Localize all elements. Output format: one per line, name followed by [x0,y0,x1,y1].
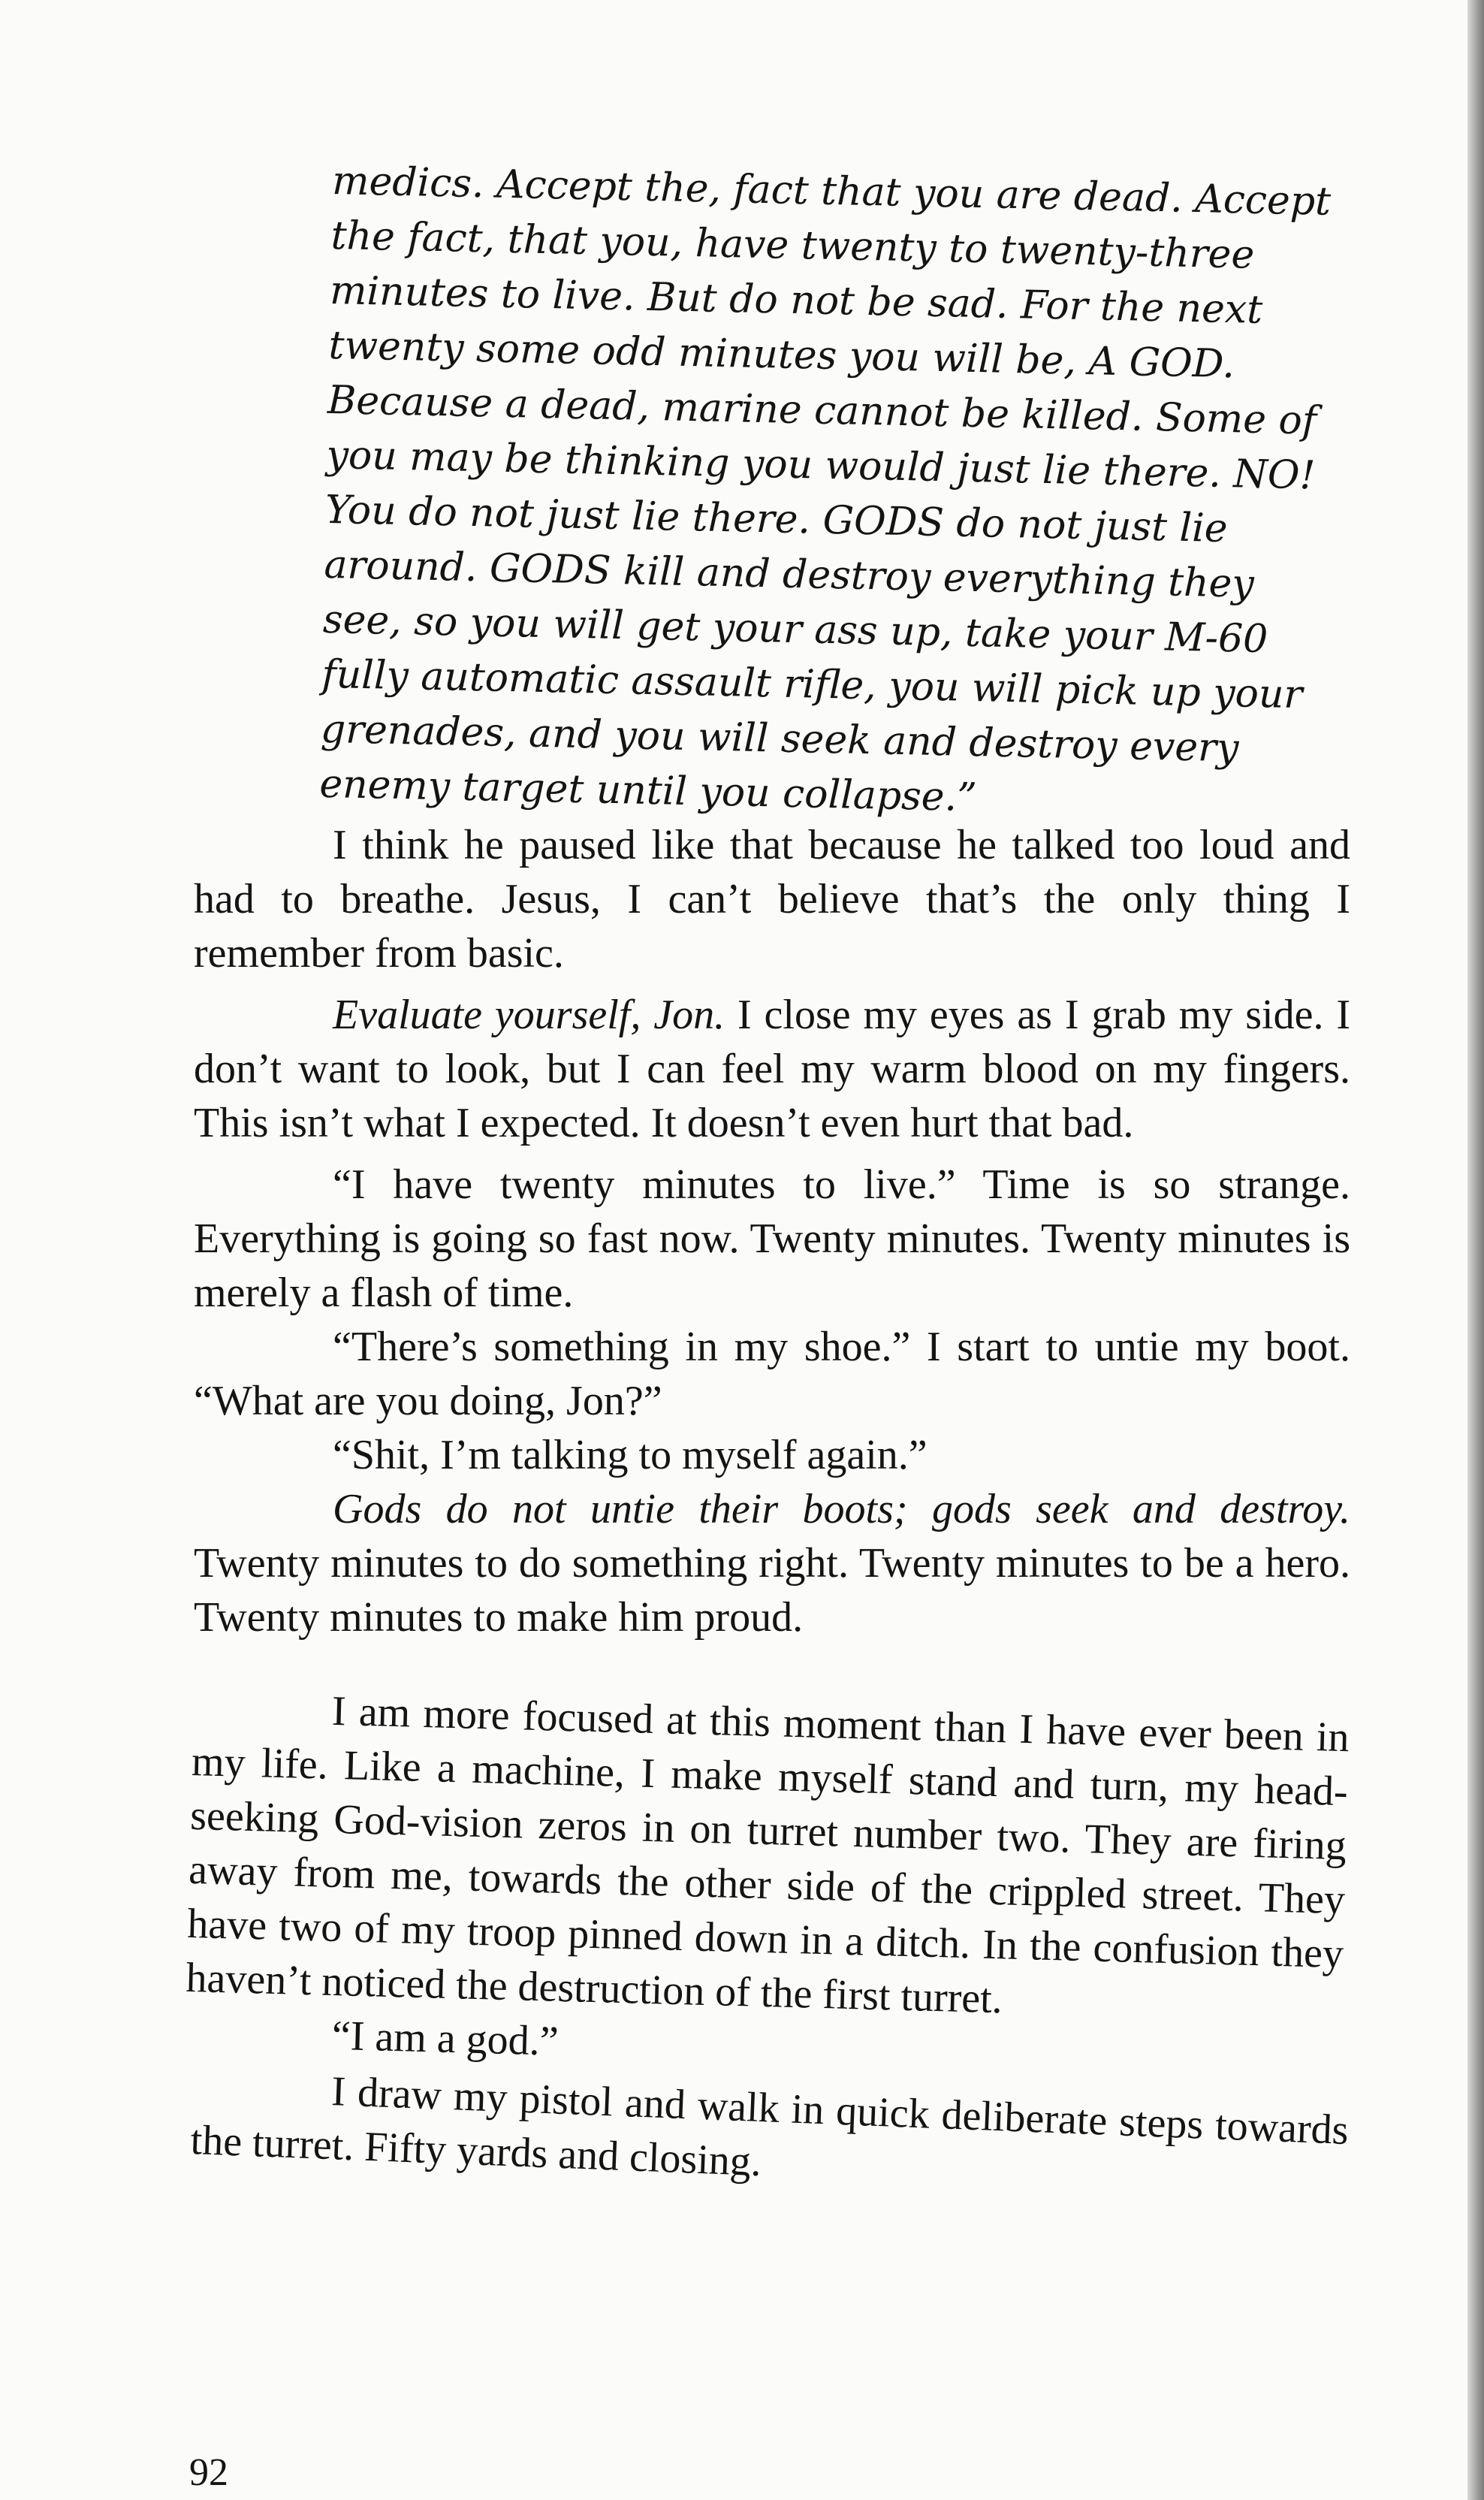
page-edge-shadow [1467,0,1484,2500]
paragraph-gods [194,1482,1350,1644]
page-number: 92 [189,2451,228,2494]
paragraph-evaluate-text: I close my eyes as I grab my side. I don’t want to look, but I can feel my warm blood on my fingers. This isn’t what I expected. It doesn’t even hurt that bad. [194,992,1350,1146]
paragraph-talking: “Shit, I’m talking to myself again.” [333,1432,928,1478]
paragraph-pistol: I draw my pistol and walk in quick deliberate steps towards the turret. Fifty yards and closing. [189,2068,1350,2186]
paragraph-shoe: “There’s something in my shoe.” I start to untie my boot. “What are you doing, Jon?” [194,1324,1350,1424]
paragraph-evaluate-italic: Evaluate yourself, Jon. [333,992,725,1038]
page-text [185,154,1350,2186]
paragraph-twenty-minutes: “I have twenty minutes to live.” Time is so strange. Everything is going so fast now. Twenty minutes. Twenty minutes is merely a flash of time. [194,1161,1350,1316]
paragraph-focused: I am more focused at this moment than I have ever been in my life. Like a machine, I make myself stand and turn, my head-seeking God-vision zeros in on turret number two. They are firing away from me, towards the other side of the crippled street. They have two of my troop pinned down in a ditch. In the confusion they haven’t noticed the destruction of the first turret. [185,1687,1350,2023]
paragraph-i-am-a-god: “I am a god.” [331,2012,560,2065]
italic-quote-passage: medics. Accept the, fact that you are dead. Accept the fact, that you, have twenty to twenty-three minutes to live. But do not be sad. For the next twenty some odd minutes you will be, A GOD. Because a dead, marine cannot be killed. Some of you may be thinking you would just lie there. NO! You do not just lie there. GODS do not just lie around. GODS kill and destroy everything they see, so you will get your ass up, take your M-60 fully automatic assault rifle, you will pick up your grenades, and you will seek and destroy every enemy target until you collapse.” [318,158,1332,821]
paragraph-gods-text: Twenty minutes to do something right. Twenty minutes to be a hero. Twenty minutes to make him proud. [194,1540,1350,1641]
paragraph-paused: I think he paused like that because he talked too loud and had to breathe. Jesus, I can’t believe that’s the only thing I remember from basic. [194,822,1350,977]
paragraph-gods-italic: Gods do not untie their boots; gods seek and destroy. [333,1486,1350,1532]
paragraph-evaluate [194,988,1350,1150]
